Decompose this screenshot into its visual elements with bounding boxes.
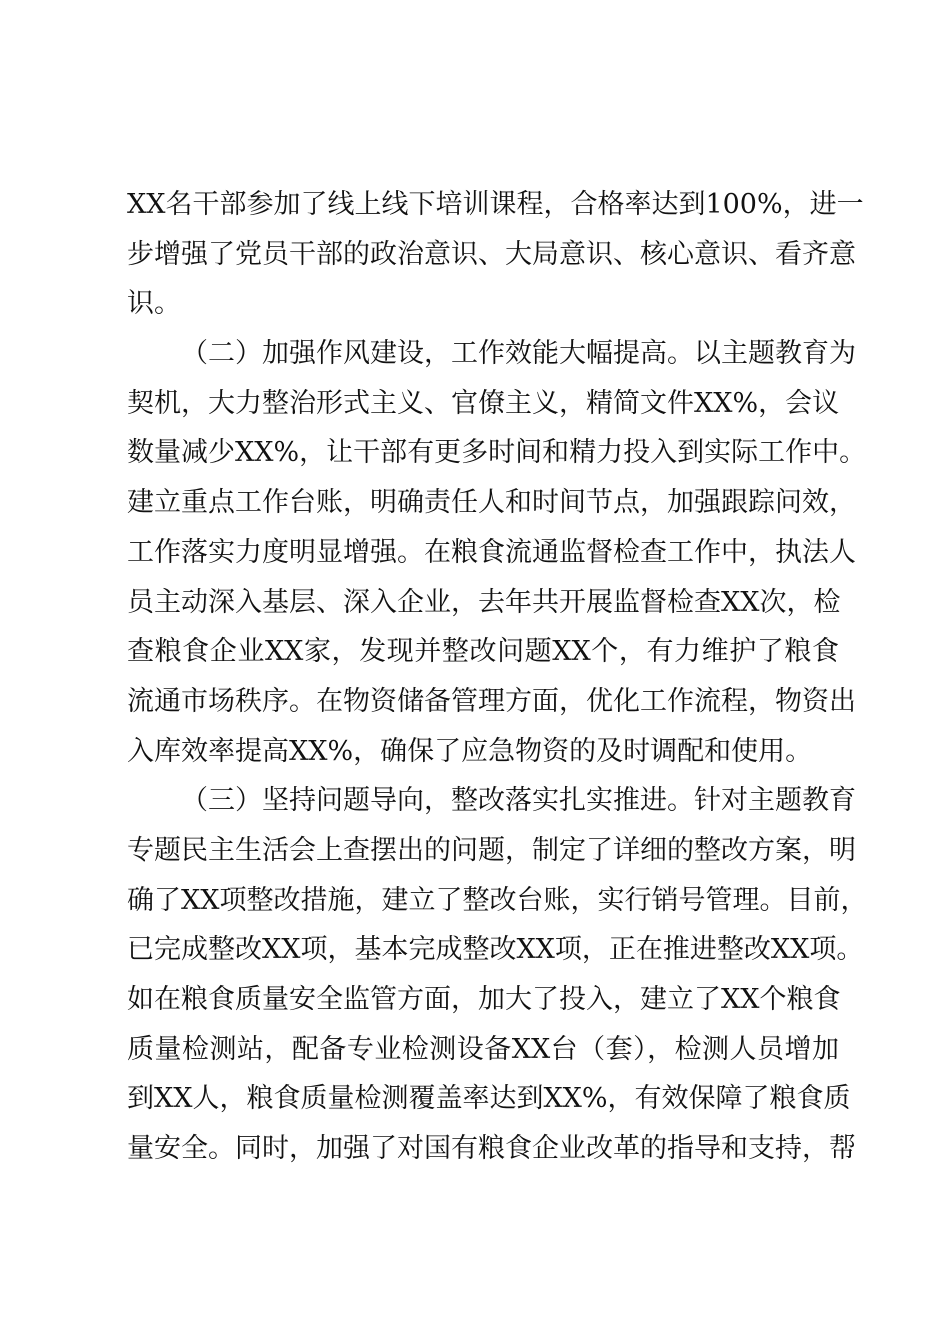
text-line: 到XX人，粮食质量检测覆盖率达到XX%，有效保障了粮食质 <box>127 1083 851 1115</box>
text-line: 确了XX项整改措施，建立了整改台账，实行销号管理。目前， <box>127 884 868 916</box>
text-line: 员主动深入基层、深入企业，去年共开展监督检查XX次，检 <box>127 586 841 618</box>
text-line: 步增强了党员干部的政治意识、大局意识、核心意识、看齐意 <box>127 238 856 270</box>
text-line: 质量检测站，配备专业检测设备XX台（套），检测人员增加 <box>127 1033 839 1065</box>
text-line: 量安全。同时，加强了对国有粮食企业改革的指导和支持，帮 <box>127 1133 856 1165</box>
text-line: 如在粮食质量安全监管方面，加大了投入，建立了XX个粮食 <box>127 984 841 1015</box>
text-line: 入库效率提高XX%，确保了应急物资的及时调配和使用。 <box>127 735 813 767</box>
text-line: XX名干部参加了线上线下培训课程，合格率达到100%，进一 <box>127 189 864 220</box>
section-heading-line: （二）加强作风建设，工作效能大幅提高。以主题教育为 <box>181 338 856 370</box>
section-heading-line: （三）坚持问题导向，整改落实扎实推进。针对主题教育 <box>181 785 856 817</box>
text-line: 数量减少XX%，让干部有更多时间和精力投入到实际工作中。 <box>127 437 867 469</box>
text-line: 专题民主生活会上查摆出的问题，制定了详细的整改方案，明 <box>127 834 856 866</box>
text-line: 建立重点工作台账，明确责任人和时间节点，加强跟踪问效， <box>127 487 856 519</box>
text-line: 已完成整改XX项，基本完成整改XX项，正在推进整改XX项。 <box>127 934 864 966</box>
text-line: 流通市场秩序。在物资储备管理方面，优化工作流程，物资出 <box>127 685 856 717</box>
text-line: 查粮食企业XX家，发现并整改问题XX个，有力维护了粮食 <box>127 636 839 668</box>
text-line: 识。 <box>127 288 181 320</box>
body-text <box>127 180 868 1174</box>
text-line: 工作落实力度明显增强。在粮食流通监督检查工作中，执法人 <box>127 536 856 568</box>
text-line: 契机，大力整治形式主义、官僚主义，精简文件XX%，会议 <box>127 387 840 419</box>
